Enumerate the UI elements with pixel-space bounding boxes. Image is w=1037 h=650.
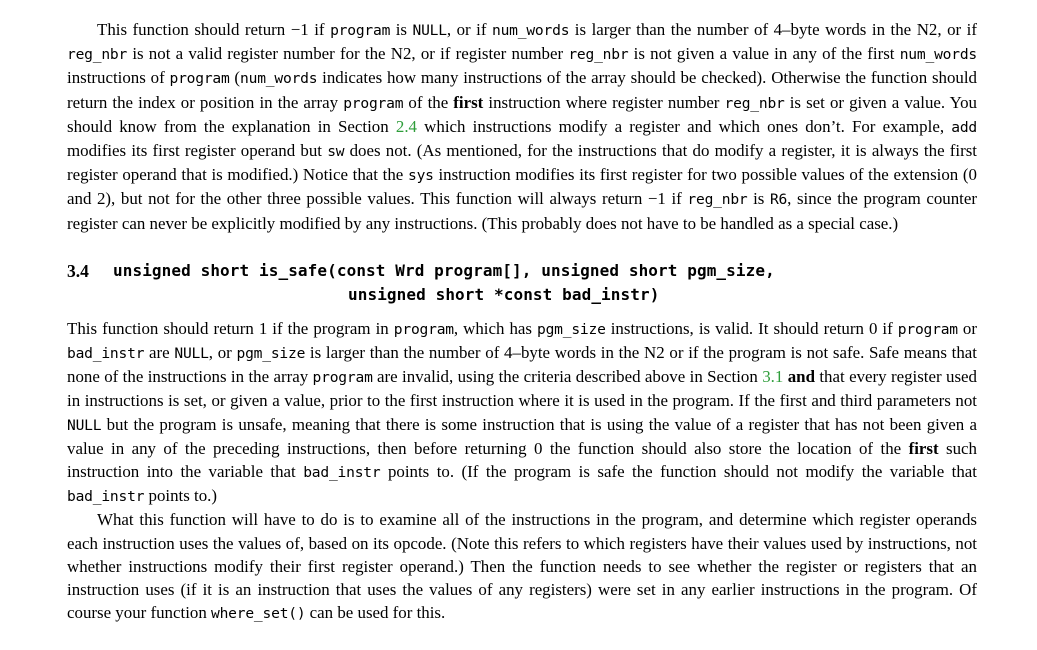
is-safe-description-paragraph [67,317,977,509]
text-run: are invalid, using the criteria described above in Section [372,367,763,387]
code-identifier: reg_nbr [67,46,128,64]
text-run: is not given a value in any of the first [628,44,900,64]
text-run: ( [229,68,241,88]
text-run: modifies its first register operand but [67,141,328,161]
code-identifier: program [897,320,958,338]
code-identifier: program [393,320,454,338]
where-set-return-paragraph [67,18,977,235]
is-safe-approach-paragraph [67,508,977,625]
code-identifier: sys [408,167,434,185]
text-run: indicates how many instructions of the array should be checked). Otherwise the function should return the index or position in the array [67,68,977,112]
text-run: is set or given a value. You should know from the explanation in Section [67,92,977,136]
section-heading-3-4 [67,259,977,307]
function-signature [113,259,775,307]
text-run: instructions of [67,68,170,88]
code-identifier: num_words [899,46,977,64]
code-identifier: bad_instr [303,464,381,482]
code-identifier: reg_nbr [724,94,785,112]
code-identifier: pgm_size [537,320,606,338]
signature-line-2: unsigned short *const bad_instr) [348,284,660,304]
section-link-3-1[interactable]: 3.1 [762,367,784,387]
text-run: but the program is unsafe, meaning that there is some instruction that is using the value of a register that has not been given a value in any of the preceding instructions, then before returning 0 the function should also store the location of the [67,414,977,458]
code-identifier: NULL [412,22,447,39]
text-run: What this function will have to do is to examine all of the instructions in the program, and determine which register operands each instruction uses the values of, based on its opcode. (Note this refers to which registers have their values used by instructions, not whether instructions modify their first register operand.) Then the function needs to see whether the register or registers that an instruction uses (if it is an instruction that uses the values of any registers) were set in any earlier instructions in the program. Of course your function [67,510,977,623]
bold-emphasis: first [908,438,939,458]
code-identifier: sw [327,143,345,161]
text-run: This function should return −1 if [97,20,331,39]
text-run: This function should return 1 if the program in [67,318,394,338]
text-run: or [957,318,977,338]
text-run: instruction where register number [483,92,725,112]
code-identifier: bad_instr [67,345,145,363]
code-identifier: program [312,369,373,387]
code-identifier: bad_instr [67,488,145,506]
code-identifier: reg_nbr [568,46,629,64]
code-identifier: num_words [492,22,570,39]
code-identifier: program [343,94,404,112]
text-run: which instructions modify a register and which ones don’t. For example, [417,116,952,136]
text-run: does not. (As mentioned, for the instructions that do modify a register, it is always the first register operand that is modified.) Notice that the [67,141,977,185]
bold-emphasis: first [453,92,484,112]
code-identifier: add [951,118,977,136]
text-run: such instruction into the variable that [67,438,977,482]
section-number: 3.4 [67,260,89,281]
code-identifier: NULL [67,416,102,434]
code-identifier: num_words [240,70,318,88]
code-identifier: program [330,22,391,39]
code-identifier: where_set() [211,605,306,623]
code-identifier: pgm_size [236,345,306,363]
text-run: is larger than the number of 4–byte words in the N2 or if the program is not safe. Safe means that none of the instructions in the array [67,343,977,387]
text-run: that every register used in instructions is set, or given a value, prior to the first instruction where it is used in the program. If the first and third parameters not [67,367,977,411]
code-identifier: R6 [769,191,788,209]
section-link-2-4[interactable]: 2.4 [395,116,417,136]
text-run: of the [403,92,454,112]
text-run: can be used for this. [305,603,446,623]
code-identifier: reg_nbr [687,191,748,209]
code-identifier: program [169,70,230,88]
text-run: , which has [453,318,537,338]
text-run: , or [208,343,237,363]
text-run: is not a valid register number for the N2, or if register number [127,44,569,64]
text-run: instructions, is valid. It should return 0 if [605,318,898,338]
text-run: is [390,20,413,39]
text-run: is [747,189,770,209]
text-run: points to. (If the program is safe the function should not modify the variable that [380,462,977,482]
code-identifier: NULL [174,345,209,363]
text-run: points to.) [144,486,218,506]
text-run: are [144,343,175,363]
text-run: is larger than the number of 4–byte words in the N2, or if [569,20,977,39]
text-run: , or if [446,20,492,39]
document-page [67,18,977,625]
text-run: instruction modifies its first register for two possible values of the extension (0 and 2), but not for the other three possible values. This function will always return −1 if [67,165,977,209]
bold-emphasis: and [787,367,815,387]
text-run: , since the program counter register can never be explicitly modified by any instructions. (This probably does not have to be handled as a special case.) [67,189,977,233]
signature-line-1: unsigned short is_safe(const Wrd program[], unsigned short pgm_size, [113,260,775,280]
